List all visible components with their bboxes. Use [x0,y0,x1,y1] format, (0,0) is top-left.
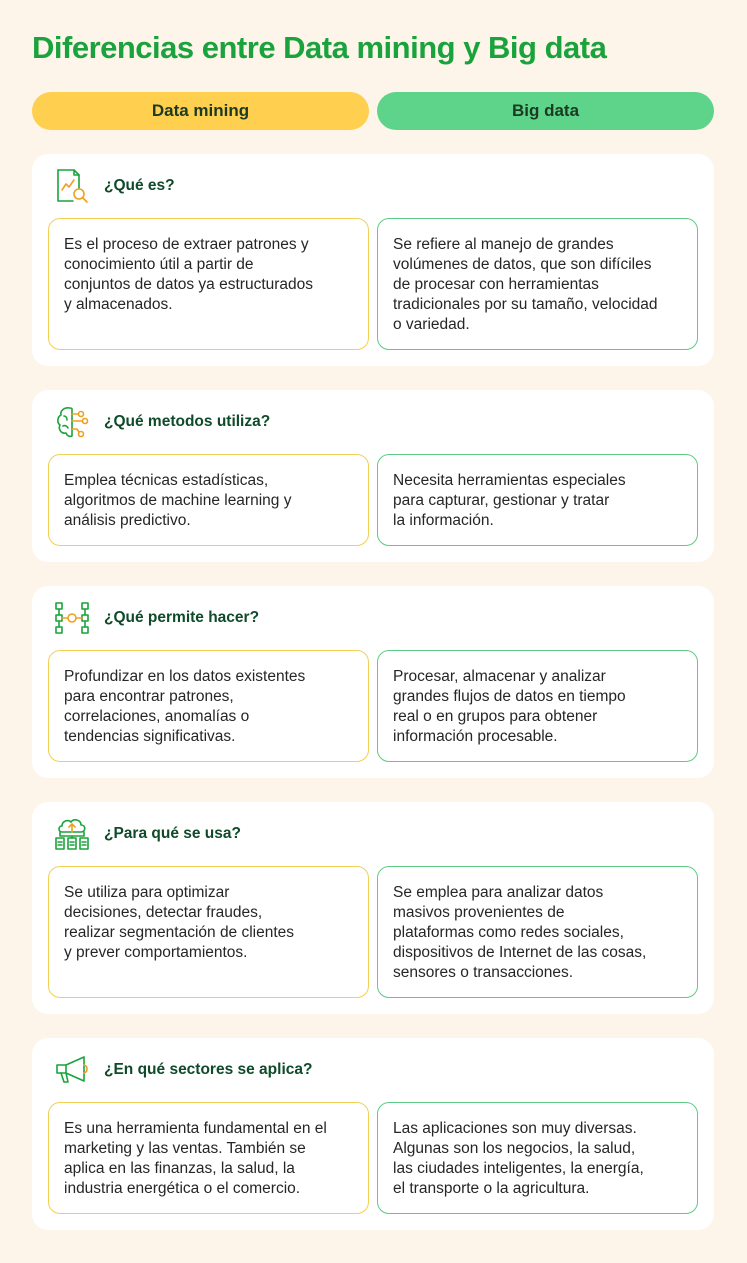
data-mining-answer-box [48,1102,369,1214]
data-mining-answer: Es una herramienta fundamental en el marketing y las ventas. También se aplica en las finanzas, la salud, la industria energética o el comercio. [64,1120,327,1197]
page-title [32,30,606,66]
data-mining-answer-box [48,218,369,350]
column-header-data-mining: Data mining [32,92,369,130]
data-mining-answer-box [48,454,369,546]
data-mining-answer-box [48,650,369,762]
data-mining-answer: Profundizar en los datos existentes para encontrar patrones, correlaciones, anomalías o tendencias significativas. [64,668,306,745]
section-question: ¿Qué permite hacer? [104,609,260,626]
section-question: ¿Para qué se usa? [104,825,241,842]
big-data-answer: Se refiere al manejo de grandes volúmenes de datos, que son difíciles de procesar con herramientas tradicionales por su tamaño, velocidad o variedad. [393,236,658,333]
section-heading [54,404,270,440]
title-term-data-mining: Data mining [283,30,456,65]
big-data-answer: Se emplea para analizar datos masivos provenientes de plataformas como redes sociales, dispositivos de Internet de las cosas, sensores o transacciones. [393,884,647,981]
big-data-answer-box [377,1102,698,1214]
big-data-answer: Necesita herramientas especiales para capturar, gestionar y tratar la información. [393,472,626,529]
big-data-answer-box [377,218,698,350]
section-card-uses [32,802,714,1014]
brain-circuit-icon [54,404,90,440]
section-heading [54,816,241,852]
section-card-what-is [32,154,714,366]
section-question: ¿Qué metodos utiliza? [104,413,271,430]
megaphone-icon [54,1052,90,1088]
title-conjunction: y [455,30,489,65]
data-mining-answer: Es el proceso de extraer patrones y conocimiento útil a partir de conjuntos de datos ya estructurados y almacenados. [64,236,314,313]
title-prefix: Diferencias entre [32,30,284,65]
section-card-capabilities [32,586,714,778]
section-heading [54,600,259,636]
section-question: ¿Qué es? [104,177,175,194]
data-mining-answer-box [48,866,369,998]
network-nodes-icon [54,600,90,636]
section-card-sectors [32,1038,714,1230]
big-data-answer: Las aplicaciones son muy diversas. Algunas son los negocios, la salud, las ciudades inteligentes, la energía, el transporte o la agricultura. [393,1120,644,1197]
data-mining-answer: Emplea técnicas estadísticas, algoritmos de machine learning y análisis predictivo. [64,472,292,529]
chart-search-icon [54,168,90,204]
title-term-big-data: Big data [488,30,607,65]
big-data-answer-box [377,866,698,998]
section-heading [54,1052,312,1088]
big-data-answer: Procesar, almacenar y analizar grandes flujos de datos en tiempo real o en grupos para obtener información procesable. [393,668,626,745]
big-data-answer-box [377,454,698,546]
section-card-methods [32,390,714,562]
big-data-answer-box [377,650,698,762]
cloud-servers-icon [54,816,90,852]
section-heading [54,168,175,204]
column-header-big-data: Big data [377,92,714,130]
data-mining-answer: Se utiliza para optimizar decisiones, detectar fraudes, realizar segmentación de clientes y prever comportamientos. [64,884,295,961]
section-question: ¿En qué sectores se aplica? [104,1061,313,1078]
